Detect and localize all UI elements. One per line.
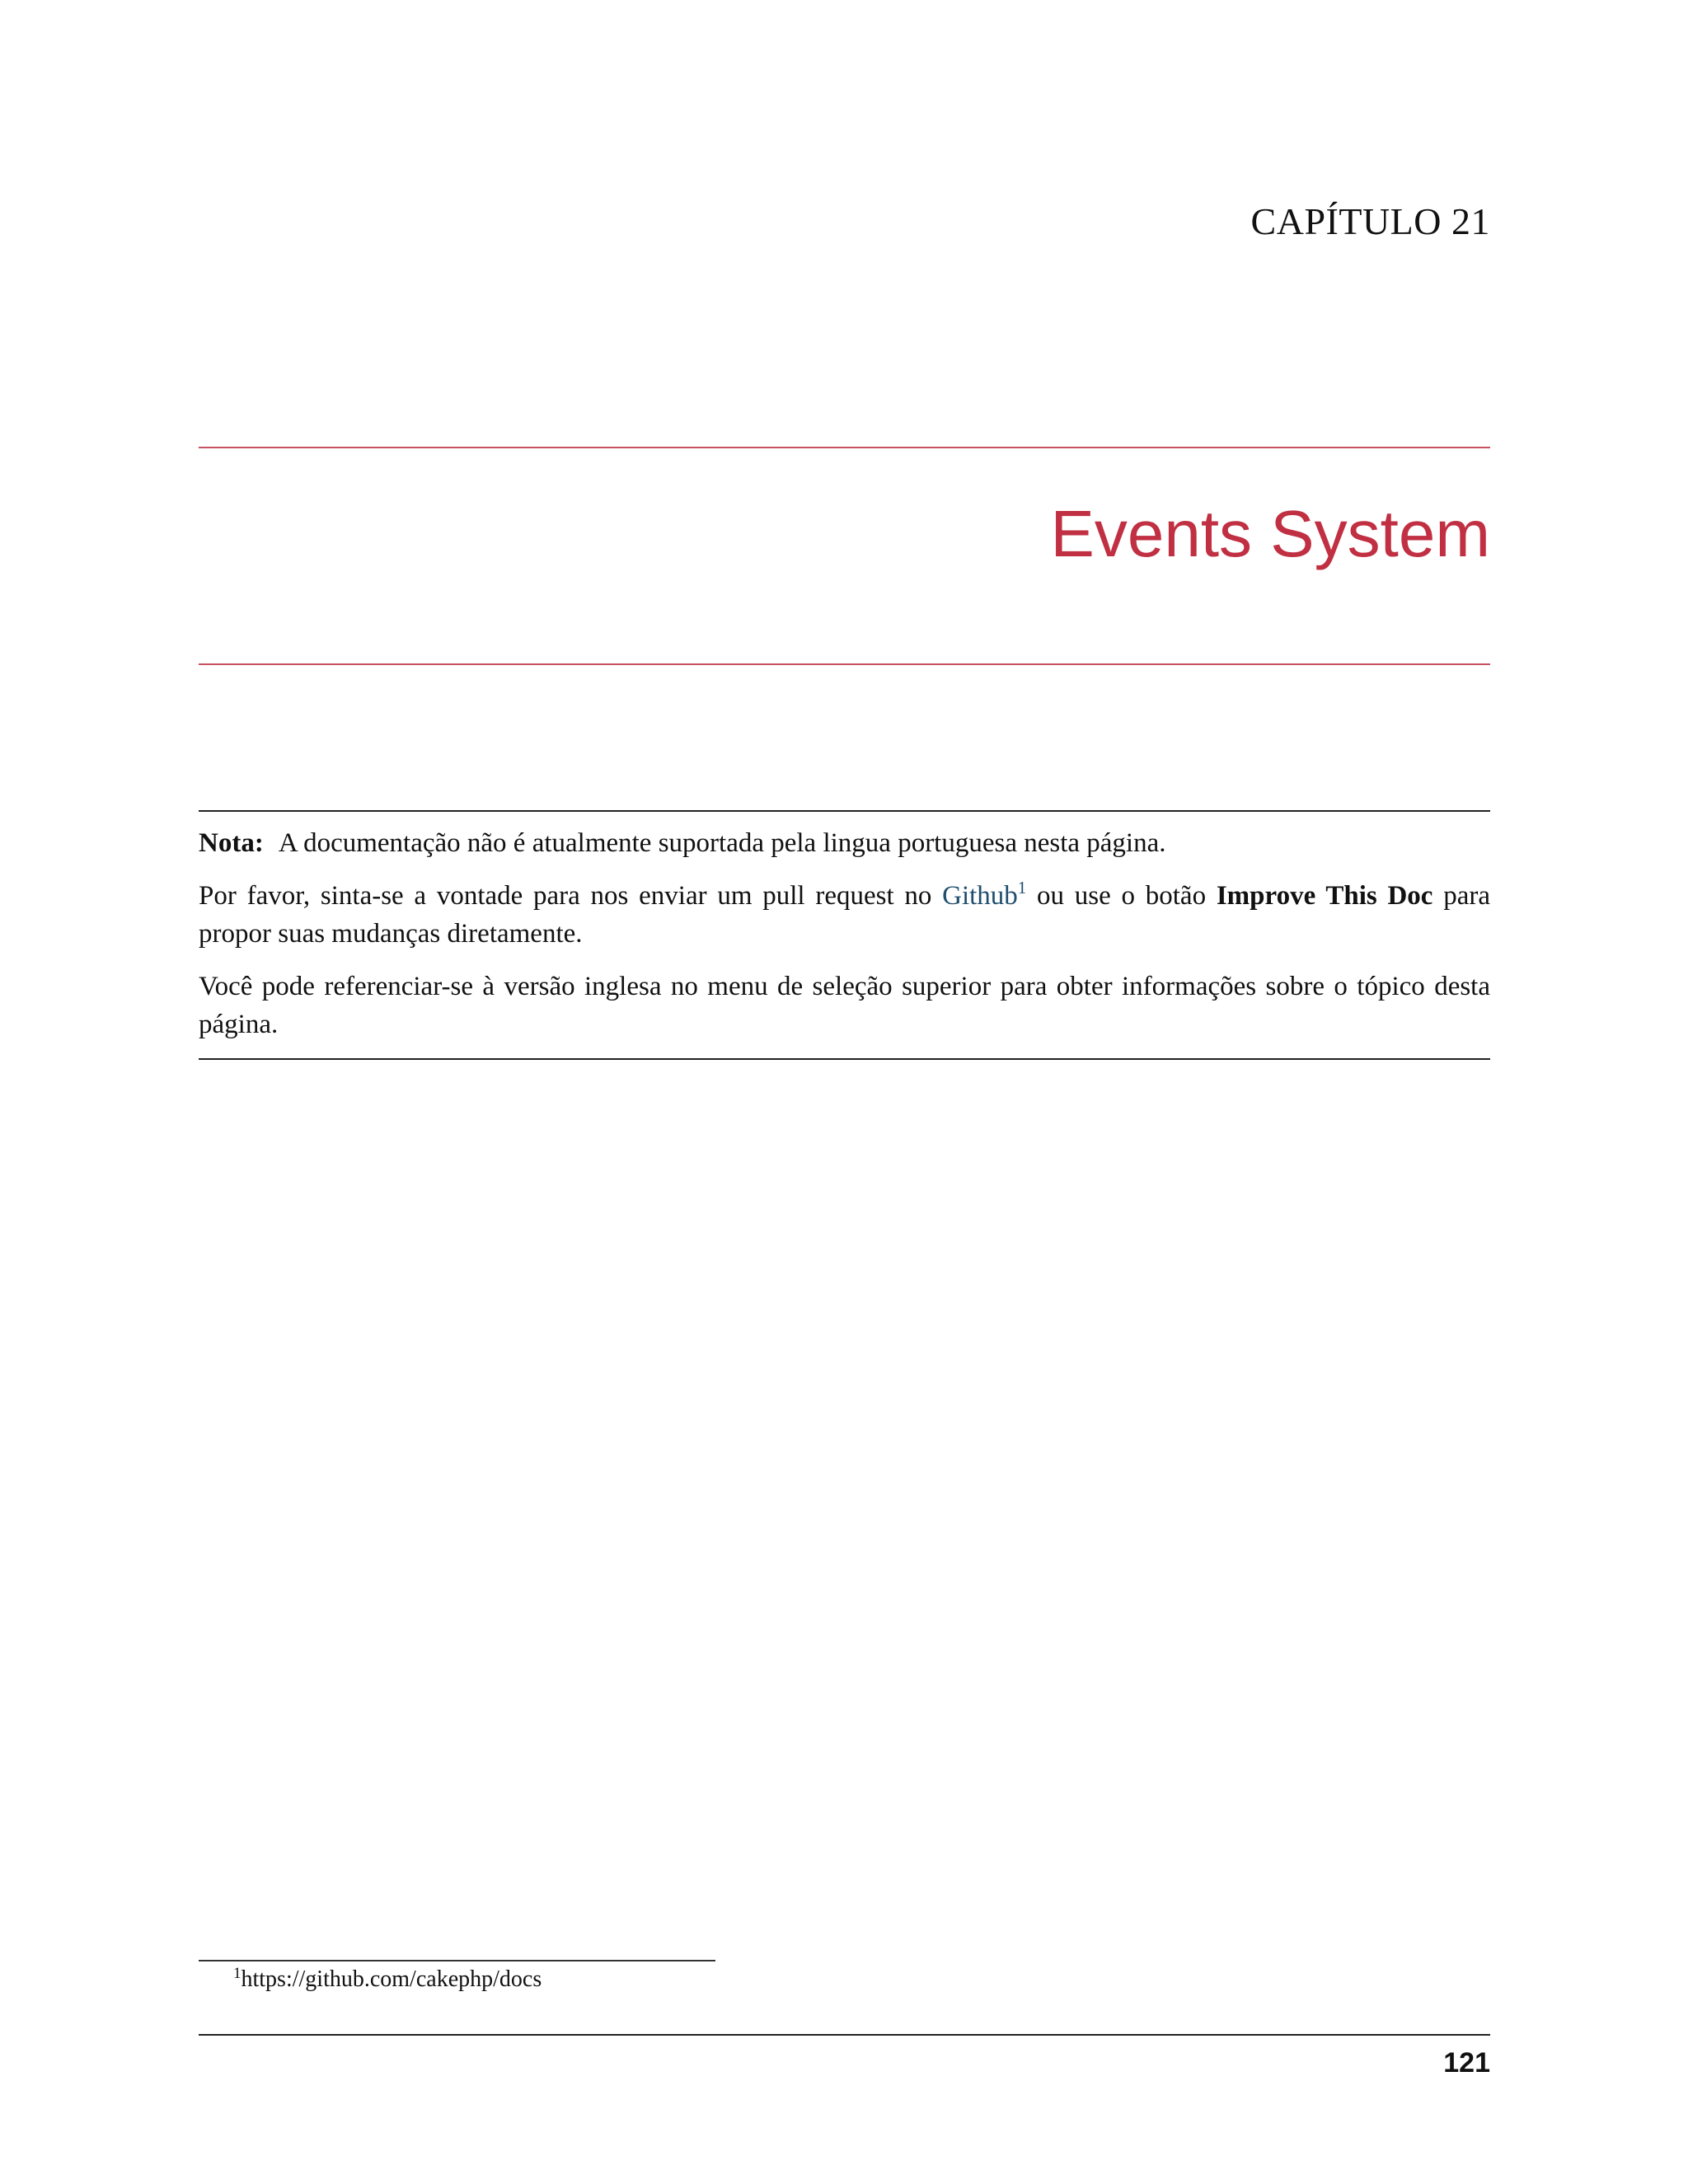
footnote	[233, 1966, 542, 1993]
title-top-rule	[199, 447, 1490, 448]
note-p2-after-link: ou use o botão	[1026, 881, 1217, 911]
note-paragraph-pull-request	[199, 877, 1490, 953]
improve-this-doc-label: Improve This Doc	[1216, 881, 1433, 911]
note-p2-end: para propor suas mudanças diretamente.	[199, 881, 1490, 949]
note-title: Nota:	[199, 828, 264, 858]
chapter-label: CAPÍTULO 21	[1250, 200, 1490, 242]
note-p2-before-link: Por favor, sinta-se a vontade para nos enviar um pull request no	[199, 881, 943, 911]
title-bottom-rule	[199, 663, 1490, 665]
chapter-title: Events System	[1050, 497, 1490, 570]
note-intro: A documentação não é atualmente suportada pela lingua portuguesa nesta página.	[278, 828, 1166, 858]
note-paragraph-english-version: Você pode referenciar-se à versão inglesa no menu de seleção superior para obter informações sobre o tópico desta página.	[199, 972, 1490, 1039]
page-number: 121	[1443, 2047, 1490, 2079]
note-bottom-rule	[199, 1058, 1490, 1060]
github-link[interactable]: Github$^1$	[942, 878, 1027, 911]
footnote-url[interactable]: https://github.com/cakephp/docs	[241, 1966, 542, 1992]
note-intro-paragraph	[199, 824, 1490, 862]
footer-rule	[199, 2034, 1490, 2036]
note-admonition	[199, 824, 1490, 1058]
footnote-rule	[199, 1960, 715, 1961]
footnote-ref[interactable]: 1	[1017, 878, 1027, 898]
note-top-rule	[199, 810, 1490, 812]
footnote-number: 1	[233, 1965, 241, 1982]
